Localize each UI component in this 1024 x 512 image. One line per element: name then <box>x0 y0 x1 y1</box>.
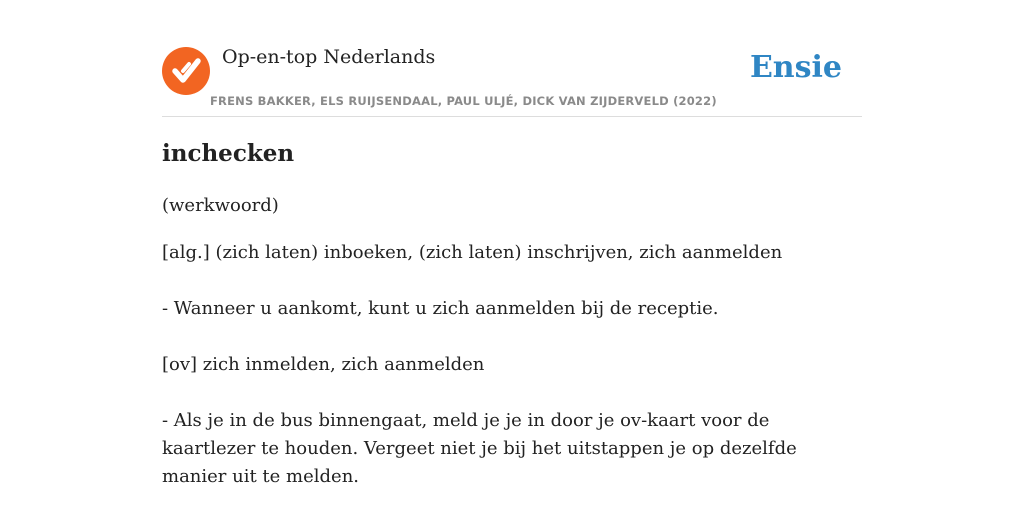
definition-list <box>162 239 862 491</box>
headword: inchecken <box>162 140 295 167</box>
example-line: - Als je in de bus binnengaat, meld je je in door je ov-kaart voor de kaartlezer te houden. Vergeet niet je bij het uitstappen je op dezelfde manier uit te melden. <box>162 410 797 487</box>
definition-line: [alg.] (zich laten) inboeken, (zich laten) inschrijven, zich aanmelden <box>162 242 783 263</box>
orange-check-icon <box>162 47 210 95</box>
source-header <box>162 46 862 117</box>
source-authors: FRENS BAKKER, ELS RUIJSENDAAL, PAUL ULJÉ, DICK VAN ZIJDERVELD (2022) <box>210 94 717 108</box>
part-of-speech: (werkwoord) <box>162 195 279 216</box>
ensie-brand-logo[interactable]: Ensie <box>749 50 842 85</box>
entry-body <box>162 138 862 512</box>
example-line: - Wanneer u aankomt, kunt u zich aanmelden bij de receptie. <box>162 298 719 319</box>
definition-line: [ov] zich inmelden, zich aanmelden <box>162 354 485 375</box>
source-title[interactable]: Op-en-top Nederlands <box>222 46 436 68</box>
